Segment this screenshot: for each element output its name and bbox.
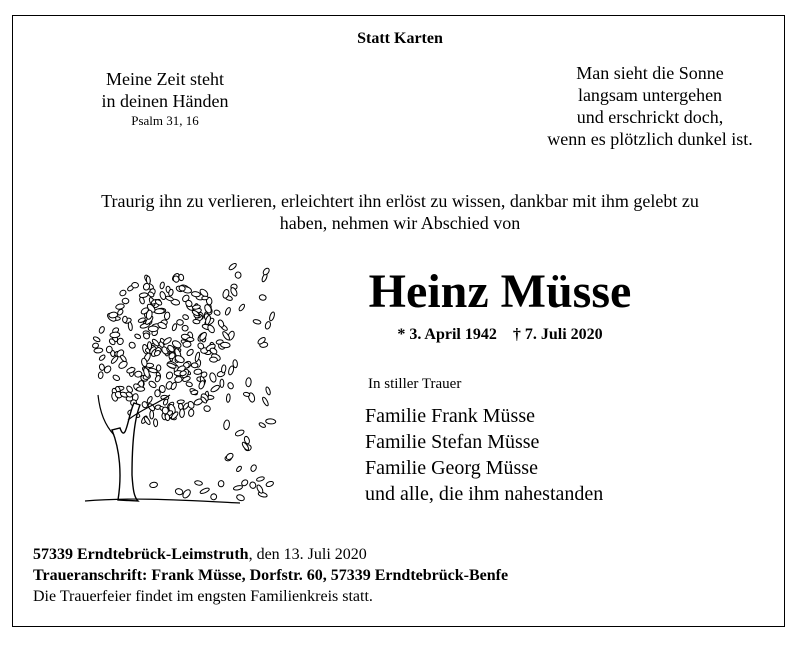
leaf-shape: [153, 419, 158, 427]
leaf-shape: [149, 482, 158, 488]
leaf-shape: [209, 357, 217, 362]
intro-line: haben, nehmen wir Abschied von: [279, 213, 521, 233]
quote-right-line: langsam untergehen: [577, 85, 723, 105]
leaf-shape: [249, 481, 257, 489]
mourner-list: [365, 403, 603, 507]
leaf-shape: [175, 488, 184, 496]
header-title: Statt Karten: [357, 30, 443, 47]
leaf-shape: [256, 484, 264, 494]
mourner-item: Familie Georg Müsse: [365, 457, 538, 479]
intro-line: Traurig ihn zu verlieren, erleichtert ihn erlöst zu wissen, dankbar mit ihm gelebt zu: [101, 191, 699, 211]
leaf-shape: [202, 296, 209, 300]
leaf-shape: [238, 303, 246, 311]
leaf-shape: [119, 289, 127, 297]
quote-right-line: Man sieht die Sonne: [576, 63, 724, 83]
footer-place-date: [33, 544, 508, 565]
leaf-shape: [98, 371, 104, 378]
leaf-shape: [227, 382, 235, 390]
leaf-shape: [98, 326, 105, 334]
leaf-shape: [199, 487, 209, 494]
leaf-shape: [235, 429, 245, 437]
leaf-shape: [210, 493, 218, 501]
leaf-shape: [235, 272, 241, 279]
leaf-shape: [236, 465, 243, 472]
leaf-shape: [269, 311, 276, 321]
leaf-shape: [98, 354, 106, 361]
leaf-shape: [162, 407, 169, 414]
leaf-shape: [156, 365, 161, 371]
leaf-shape: [134, 371, 142, 378]
leaf-shape: [132, 282, 139, 288]
leaf-shape: [99, 363, 105, 370]
quote-left-line: Meine Zeit steht: [106, 69, 224, 89]
leaf-shape: [162, 336, 172, 345]
leaf-shape: [194, 480, 203, 486]
leaf-shape: [181, 488, 191, 499]
birth-date: * 3. April 1942: [397, 326, 497, 343]
deceased-name: Heinz Müsse: [368, 265, 632, 318]
leaf-shape: [226, 394, 230, 403]
leaf-shape: [183, 341, 191, 347]
leaf-shape: [191, 363, 198, 368]
intro-text: [40, 190, 760, 234]
leaf-shape: [110, 332, 120, 338]
leaf-shape: [176, 319, 184, 326]
footer-date: , den 13. Juli 2020: [248, 546, 367, 563]
leaf-shape: [93, 336, 101, 343]
leaf-shape: [246, 377, 252, 386]
leaf-shape: [193, 319, 201, 324]
leaf-shape: [112, 374, 120, 382]
leaf-shape: [188, 409, 194, 417]
leaf-shape: [228, 365, 235, 375]
leaf-shape: [233, 485, 243, 491]
leaf-shape: [154, 375, 161, 383]
leaf-shape: [186, 348, 195, 357]
death-date: † 7. Juli 2020: [512, 326, 603, 343]
leaf-shape: [266, 419, 276, 425]
leaf-shape: [106, 346, 112, 353]
leaf-shape: [261, 396, 269, 406]
footer-place: 57339 Erndtebrück-Leimstruth: [33, 546, 249, 563]
leaf-shape: [259, 294, 267, 300]
leaf-shape: [253, 319, 262, 325]
leaf-shape: [250, 464, 257, 472]
leaf-shape: [265, 386, 271, 395]
leaf-shape: [174, 376, 182, 383]
leaf-shape: [210, 384, 221, 393]
quote-left-line: in deinen Händen: [101, 91, 229, 111]
tree-icon: [70, 245, 290, 515]
mourning-label: In stiller Trauer: [368, 376, 462, 392]
leaf-shape: [146, 396, 153, 404]
leaf-shape: [159, 282, 165, 290]
footer-note: Die Trauerfeier findet im engsten Familienkreis statt.: [33, 588, 373, 605]
leaf-shape: [203, 405, 210, 412]
leaf-shape: [262, 267, 270, 276]
leaf-shape: [148, 326, 158, 332]
leaf-shape: [209, 372, 217, 383]
leaf-shape: [236, 494, 245, 502]
leaf-shape: [213, 309, 221, 316]
leaf-shape: [256, 476, 265, 482]
leaf-shape: [185, 381, 192, 387]
leaf-shape: [198, 331, 207, 341]
leaf-shape: [182, 314, 189, 321]
leaf-shape: [165, 371, 174, 380]
leaf-shape: [217, 319, 224, 328]
mourner-item: Familie Frank Müsse: [365, 405, 535, 427]
leaf-shape: [220, 342, 230, 348]
leaf-shape: [136, 387, 144, 392]
leaf-shape: [218, 480, 224, 487]
leaf-shape: [150, 410, 154, 419]
leaf-shape: [122, 316, 127, 323]
leaf-shape: [182, 325, 188, 331]
leaf-shape: [128, 322, 133, 331]
leaf-shape: [154, 308, 164, 313]
life-dates: [340, 326, 660, 344]
leaf-shape: [120, 354, 128, 362]
quote-left-source: Psalm 31, 16: [131, 113, 199, 128]
leaf-shape: [223, 420, 230, 430]
leaf-shape: [224, 307, 231, 316]
quote-right-line: und erschrickt doch,: [576, 107, 724, 127]
leaf-shape: [191, 291, 200, 297]
leaf-shape: [264, 321, 271, 330]
leaf-shape: [128, 341, 137, 349]
leaf-shape: [228, 262, 237, 271]
leaf-shape: [92, 343, 99, 349]
leaf-shape: [159, 291, 167, 300]
leaf-shape: [139, 292, 148, 298]
leaf-shape: [265, 481, 274, 488]
leaf-shape: [258, 422, 266, 429]
quote-right-line: wenn es plötzlich dunkel ist.: [547, 129, 753, 149]
leaf-shape: [134, 333, 141, 339]
mourner-item: Familie Stefan Müsse: [365, 431, 540, 453]
leaf-shape: [165, 295, 174, 301]
mourner-item: und alle, die ihm nahestanden: [365, 483, 604, 505]
leaf-shape: [171, 323, 177, 331]
footer-address: Traueranschrift: Frank Müsse, Dorfstr. 60, 57339 Erndtebrück-Benfe: [33, 567, 509, 584]
leaf-shape: [220, 379, 224, 387]
leaf-shape: [179, 409, 184, 418]
quote-left: [70, 68, 260, 130]
quote-right: [520, 62, 780, 150]
leaf-shape: [243, 392, 250, 397]
leaf-shape: [221, 365, 226, 374]
leaf-shape: [109, 312, 118, 318]
leaf-shape: [122, 298, 129, 304]
footer: [33, 544, 508, 607]
